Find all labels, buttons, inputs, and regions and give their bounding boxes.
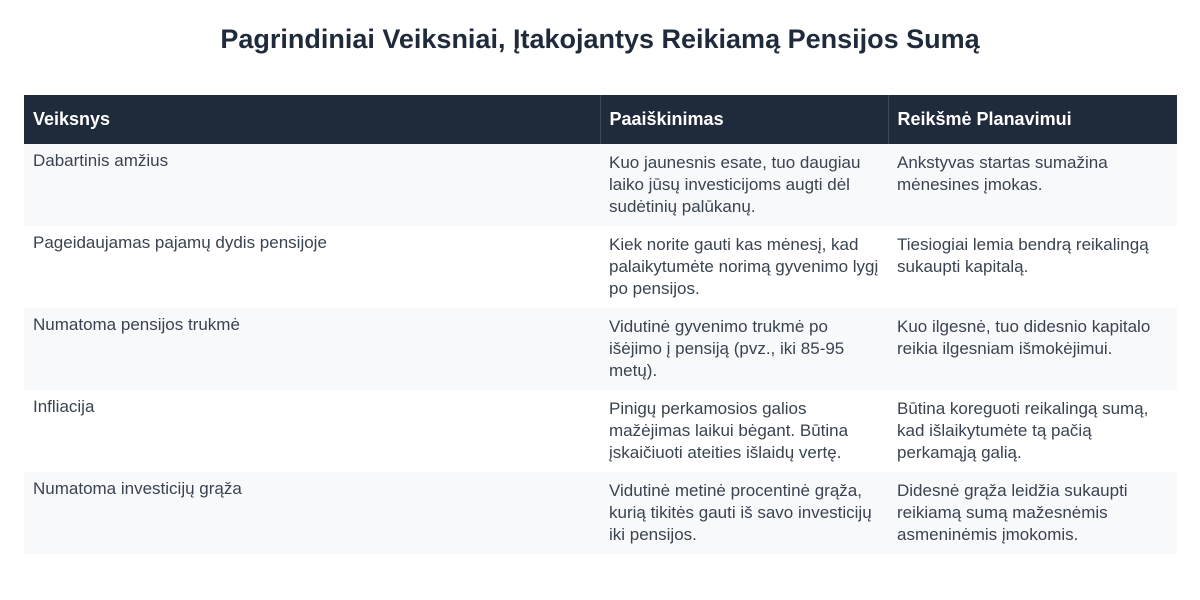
cell-significance: Didesnė grąža leidžia sukaupti reikiamą sumą mažesnėmis asmeninėmis įmokomis. (897, 481, 1128, 544)
header-row (24, 95, 1177, 144)
table-row (24, 144, 1177, 226)
cell-explanation: Kuo jaunesnis esate, tuo daugiau laiko jūsų investicijoms augti dėl sudėtinių palūkanų. (609, 153, 861, 216)
cell-factor: Numatoma pensijos trukmė (33, 315, 240, 334)
table-header (24, 95, 1177, 144)
table-row (24, 390, 1177, 472)
header-significance: Reikšmė Planavimui (888, 95, 1177, 144)
factors-table (24, 95, 1177, 554)
cell-explanation: Pinigų perkamosios galios mažėjimas laikui bėgant. Būtina įskaičiuoti ateities išlaidų vertę. (609, 399, 849, 462)
cell-factor: Numatoma investicijų grąža (33, 479, 242, 498)
cell-explanation: Kiek norite gauti kas mėnesį, kad palaikytumėte norimą gyvenimo lygį po pensijos. (609, 235, 879, 298)
cell-explanation: Vidutinė metinė procentinė grąža, kurią tikitės gauti iš savo investicijų iki pensijos. (609, 481, 872, 544)
header-factor: Veiksnys (33, 109, 111, 129)
page-title: Pagrindiniai Veiksniai, Įtakojantys Reikiamą Pensijos Sumą (220, 24, 980, 54)
cell-explanation: Vidutinė gyvenimo trukmė po išėjimo į pensiją (pvz., iki 85-95 metų). (609, 317, 845, 380)
header-explanation: Paaiškinimas (600, 95, 888, 144)
table-row (24, 226, 1177, 308)
cell-significance: Kuo ilgesnė, tuo didesnio kapitalo reikia ilgesniam išmokėjimui. (897, 317, 1151, 358)
cell-factor: Dabartinis amžius (33, 151, 169, 170)
table-row (24, 308, 1177, 390)
cell-factor: Infliacija (33, 397, 95, 416)
cell-significance: Ankstyvas startas sumažina mėnesines įmokas. (897, 153, 1108, 194)
cell-significance: Būtina koreguoti reikalingą sumą, kad išlaikytumėte tą pačią perkamąją galią. (897, 399, 1149, 462)
cell-factor: Pageidaujamas pajamų dydis pensijoje (33, 233, 327, 252)
table-body (24, 144, 1177, 554)
cell-significance: Tiesiogiai lemia bendrą reikalingą sukaupti kapitalą. (897, 235, 1149, 276)
table-row (24, 472, 1177, 554)
